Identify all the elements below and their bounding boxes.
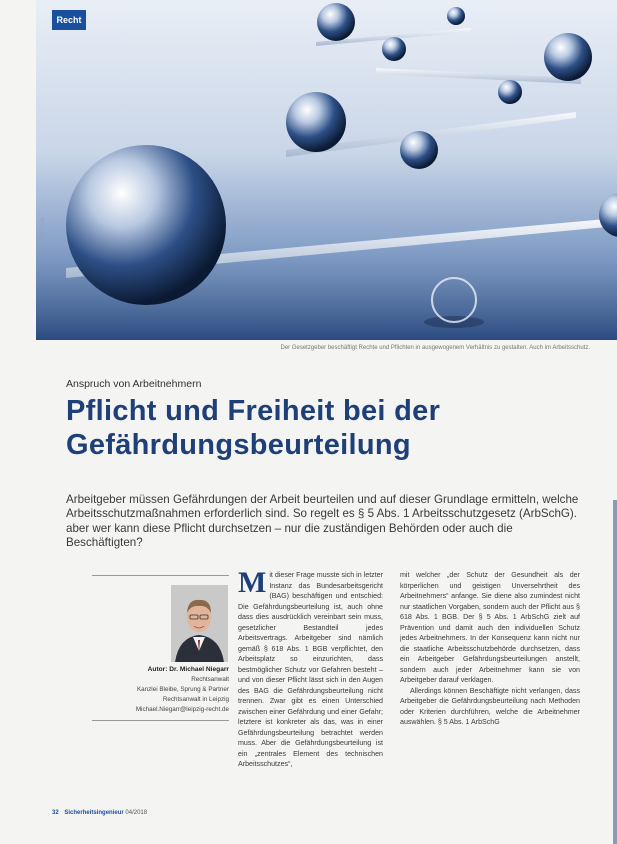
issue-number: 04/2018 (125, 810, 148, 816)
author-role: Rechtsanwalt (191, 676, 229, 683)
headline-line-1: Pflicht und Freiheit bei der (66, 395, 441, 427)
magazine-name: Sicherheitsingenieur (64, 810, 124, 816)
lead-paragraph: Arbeitgeber müssen Gefährdungen der Arbeit beurteilen und auf dieser Grundlage ermitteln, welche Arbeitsschutzmaßnahmen erforderlich sind. So regelt es § 5 Abs. 1 Arbeitsschutzgesetz (ArbSchG). aber wer kann diese Pflicht durchsetzen – nur die zuständigen Behörden oder auch die Beschäftigten? (66, 493, 579, 549)
author-org: Kanzlei Bleibe, Sprung & Partner (136, 686, 229, 693)
headline (66, 394, 586, 462)
page-edge-bar (613, 500, 617, 844)
divider (92, 720, 229, 721)
kicker: Anspruch von Arbeitnehmern (66, 378, 202, 390)
author-email: Michael.Niegarr@leipzig-recht.de (135, 706, 229, 713)
paragraph: it dieser Frage musste sich in letzter Instanz das Bundesarbeitsgericht (BAG) beschäftigen und entschied: Die Gefährdungsbeurteilung ist, auch ohne dass dies ausdrücklich vereinbart sein muss, gesetzlicher Bestandteil jedes Arbeitsvertrags. Arbeitgeber sind nämlich gemäß § 618 Abs. 1 BGB verpflichtet, den Arbeitsplatz so einzurichten, dass bestmöglicher Schutz vor Gefahren besteht – und von dieser Pflicht lässt sich in den Augen des BAG die Gefährdungsbeurteilung nicht trennen. Zwar gibt es einen Unterschied zwischen einer Gefährdung und einer Gefahr; letztere ist konkreter als das, was in einer Gefährdungsbeurteilung betrachtet werden muss. Aber die Gefährdungsbeurteilung ist ein „zentrales Element des technischen Arbeitsschutzes“, (238, 571, 383, 768)
author-city: Rechtsanwalt in Leipzig (162, 696, 229, 703)
balance-spheres-illustration (36, 0, 617, 340)
drop-cap: M (238, 570, 267, 599)
headline-line-2: Gefährdungsbeurteilung (66, 429, 411, 461)
paragraph: mit welcher „der Schutz der Gesundheit als der körperlichen und geistigen Unversehrtheit des Arbeitnehmers“ anfange. Sie diene also zumindest nicht nur staatlichen Vorgaben, sondern auch der Pflicht aus § 618 Abs. 1 BGB. Der § 5 Abs. 1 ArbSchG zielt auf Prävention und damit auch den individuellen Schutz jedes Arbeitnehmers. In der Konsequenz kann nicht nur die staatliche Arbeitsschutzbehörde durchsetzen, dass ein Arbeitgeber Gefährdungsbeurteilungen anstellt, sondern auch jeder Arbeitnehmer kann sie von Arbeitgeber darauf verklagen. (400, 571, 580, 684)
author-photo (171, 585, 228, 662)
page-number: 32 (52, 810, 59, 816)
hero-image (36, 0, 617, 340)
author-name: Autor: Dr. Michael Niegarr (147, 666, 229, 673)
photo-credit: © fotolia / Foto (40, 217, 46, 250)
article-column-1 (238, 570, 383, 806)
section-tag: Recht (52, 10, 86, 30)
paragraph: Allerdings können Beschäftigte nicht verlangen, dass Arbeitgeber die Gefährdungsbeurteilung nach Methoden oder Kriterien durchführen, welche die Arbeitnehmer auswählen. § 5 Abs. 1 ArbSchG (400, 686, 580, 726)
page-footer (52, 810, 147, 816)
image-caption: Der Gesetzgeber beschäftigt Rechte und Pflichten in ausgewogenem Verhältnis zu gestalten. Auch im Arbeitsschutz. (280, 345, 590, 351)
author-info (92, 665, 229, 715)
divider (92, 575, 229, 576)
author-portrait (171, 585, 228, 662)
article-column-2 (400, 570, 580, 806)
